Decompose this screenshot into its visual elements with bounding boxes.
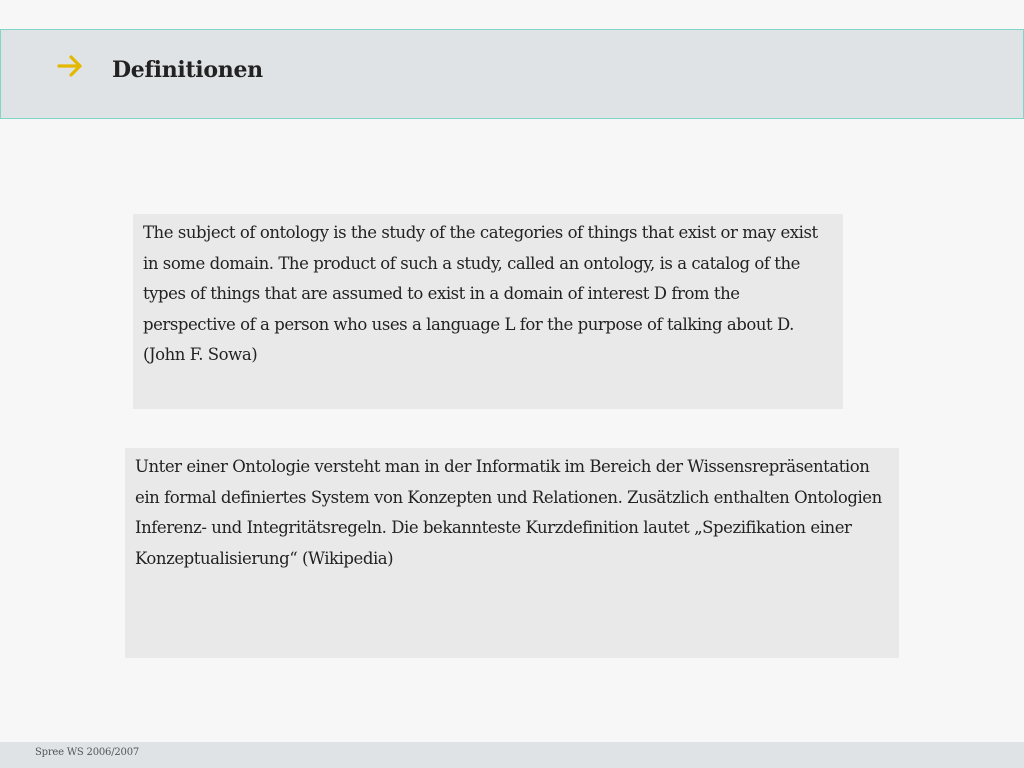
slide-header — [0, 29, 1024, 119]
definition-text: Unter einer Ontologie versteht man in der Informatik im Bereich der Wissensrepräsentation ein formal definiertes System von Konzepten und Relationen. Zusätzlich enthalten Ontologien Inferenz- und Integritätsregeln. Die bekannteste Kurzdefinition lautet „Spezifikation einer Konzeptualisierung“ (Wikipedia) — [135, 457, 882, 568]
arrow-right-icon — [56, 51, 86, 81]
page-title: Definitionen — [112, 57, 263, 83]
definition-box-wikipedia — [125, 448, 899, 658]
footer-text: Spree WS 2006/2007 — [35, 747, 140, 758]
definition-box-sowa — [133, 214, 843, 409]
slide-footer — [0, 742, 1024, 768]
definition-text: The subject of ontology is the study of the categories of things that exist or may exist in some domain. The product of such a study, called an ontology, is a catalog of the types of things that are assumed to exist in a domain of interest D from the perspective of a person who uses a language L for the purpose of talking about D. (John F. Sowa) — [143, 223, 818, 364]
